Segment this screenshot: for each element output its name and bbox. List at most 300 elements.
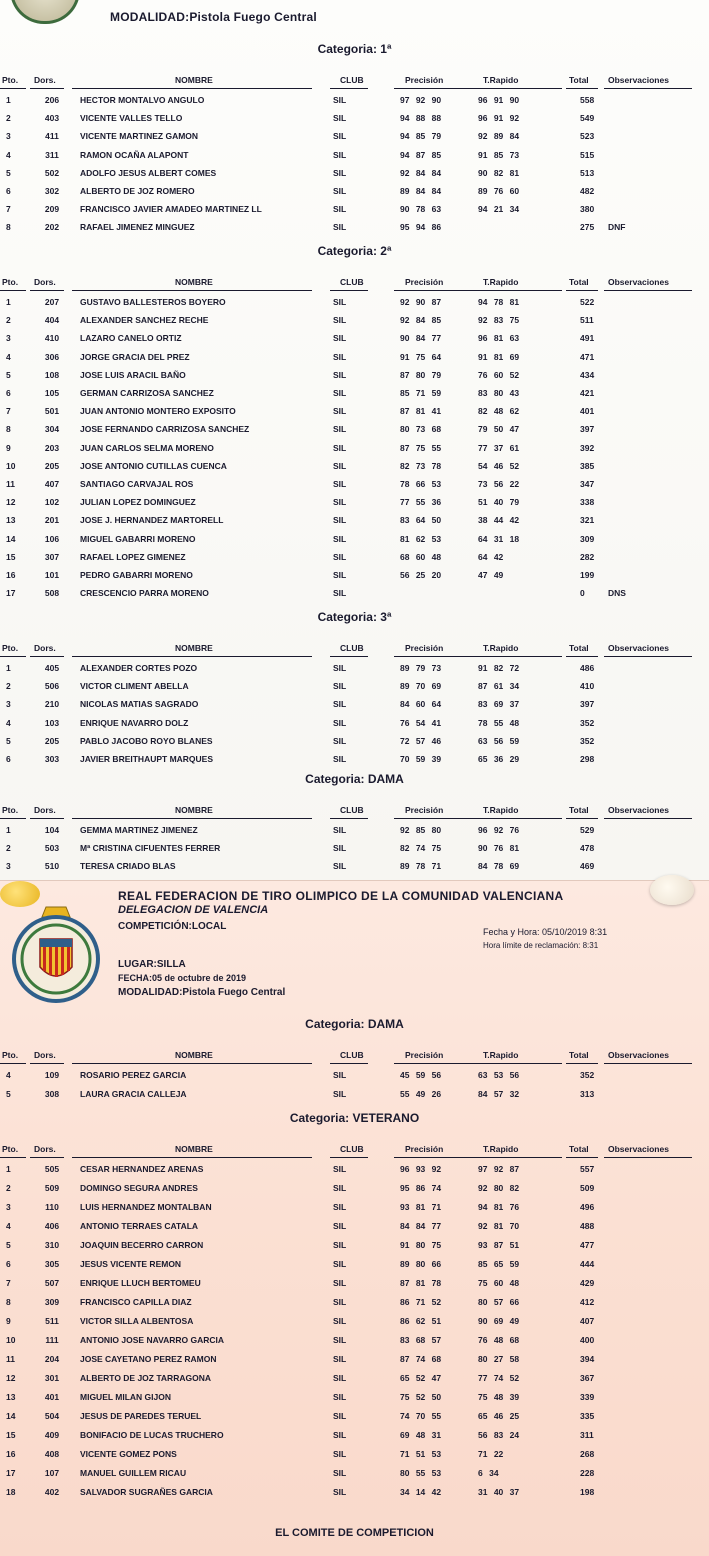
club-cell: SIL [333, 442, 347, 453]
bib-cell: 401 [44, 1392, 60, 1402]
precision-scores-cell: 56 25 20 [400, 570, 442, 580]
header-total: Total [569, 643, 589, 653]
total-cell: 401 [580, 406, 595, 417]
name-cell: JULIAN LOPEZ DOMINGUEZ [80, 497, 196, 508]
header-precision: Precisión [405, 643, 444, 653]
header-total: Total [569, 277, 589, 287]
precision-scores-cell: 91 80 75 [400, 1240, 442, 1250]
club-cell: SIL [333, 297, 347, 307]
precision-scores-cell: 75 52 50 [400, 1392, 442, 1402]
header-pto: Pto. [2, 1144, 19, 1154]
total-cell: 380 [580, 204, 595, 215]
club-cell: SIL [333, 113, 347, 124]
table-row [0, 549, 709, 567]
rapid-scores-cell: 83 69 37 [478, 699, 520, 710]
bib-cell: 410 [44, 333, 60, 344]
precision-scores-cell: 87 74 68 [400, 1354, 442, 1364]
bib-cell: 204 [44, 1354, 60, 1364]
rapid-scores-cell: 54 46 52 [478, 460, 520, 471]
bib-cell: 302 [44, 186, 60, 196]
table-row [0, 403, 709, 421]
rank-cell: 13 [6, 1392, 16, 1402]
header-rule [72, 290, 312, 291]
rank-cell: 1 [6, 825, 11, 835]
rank-cell: 5 [6, 369, 11, 380]
rank-cell: 12 [6, 1373, 16, 1383]
club-cell: SIL [333, 351, 347, 362]
header-club: CLUB [340, 1144, 364, 1154]
table-row [0, 440, 709, 458]
precision-scores-cell: 69 48 31 [400, 1430, 442, 1440]
rapid-scores-cell: 91 81 69 [478, 351, 520, 362]
name-cell: GUSTAVO BALLESTEROS BOYERO [80, 297, 226, 307]
header-precision: Precisión [405, 75, 444, 85]
name-cell: FRANCISCO CAPILLA DIAZ [80, 1297, 192, 1307]
rapid-scores-cell: 96 81 63 [478, 333, 520, 344]
name-cell: VICENTE VALLES TELLO [80, 113, 183, 124]
table-row [0, 1218, 709, 1236]
total-cell: 478 [580, 843, 595, 854]
table-row [0, 822, 709, 840]
header-rule [604, 290, 692, 291]
bib-cell: 109 [44, 1070, 60, 1080]
header-rule [0, 656, 26, 657]
date-label: FECHA:05 de octubre de 2019 [118, 973, 247, 983]
table-row [0, 1199, 709, 1217]
name-cell: RAMON OCAÑA ALAPONT [80, 149, 189, 160]
rapid-scores-cell: 78 55 48 [478, 717, 520, 728]
total-cell: 311 [580, 1430, 594, 1440]
club-cell: SIL [333, 588, 347, 599]
club-cell: SIL [333, 699, 347, 710]
rank-cell: 1 [6, 95, 11, 105]
table-row [0, 349, 709, 367]
club-cell: SIL [333, 1240, 347, 1250]
name-cell: ENRIQUE NAVARRO DOLZ [80, 717, 189, 728]
rank-cell: 3 [6, 131, 11, 142]
bib-cell: 307 [44, 551, 60, 562]
name-cell: ANTONIO JOSE NAVARRO GARCIA [80, 1335, 225, 1345]
header-observaciones: Observaciones [608, 75, 669, 85]
rapid-scores-cell: 90 82 81 [478, 167, 520, 178]
bib-cell: 205 [44, 735, 60, 746]
header-pto: Pto. [2, 277, 19, 287]
club-cell: SIL [333, 1202, 347, 1212]
club-cell: SIL [333, 1411, 347, 1421]
header-rule [330, 1157, 368, 1158]
header-club: CLUB [340, 75, 364, 85]
rank-cell: 4 [6, 351, 11, 362]
name-cell: PABLO JACOBO ROYO BLANES [80, 735, 213, 746]
header-rule [474, 818, 562, 819]
rank-cell: 4 [6, 149, 11, 160]
bib-cell: 501 [44, 406, 60, 417]
header-club: CLUB [340, 805, 364, 815]
club-cell: SIL [333, 1468, 347, 1478]
bib-cell: 405 [44, 663, 60, 673]
club-cell: SIL [333, 460, 347, 471]
rank-cell: 6 [6, 388, 11, 398]
rapid-scores-cell: 91 85 73 [478, 149, 520, 160]
total-cell: 549 [580, 113, 595, 124]
rank-cell: 14 [6, 1411, 16, 1421]
rank-cell: 11 [6, 479, 15, 489]
rapid-scores-cell: 79 50 47 [478, 424, 520, 435]
rapid-scores-cell: 75 48 39 [478, 1392, 520, 1402]
table-row [0, 1332, 709, 1350]
rapid-scores-cell: 84 78 69 [478, 861, 520, 872]
bib-cell: 209 [44, 204, 60, 215]
name-cell: NICOLAS MATIAS SAGRADO [80, 699, 199, 710]
precision-scores-cell: 84 84 77 [400, 1221, 442, 1231]
bib-cell: 504 [44, 1411, 60, 1421]
precision-scores-cell: 89 80 66 [400, 1259, 442, 1269]
header-rule [604, 818, 692, 819]
observations-cell: DNS [608, 588, 626, 599]
total-cell: 529 [580, 825, 595, 835]
committee-footer: EL COMITE DE COMPETICION [275, 1527, 434, 1539]
rapid-scores-cell: 94 78 81 [478, 297, 520, 307]
rank-cell: 17 [6, 1468, 16, 1478]
header-rule [474, 1063, 562, 1064]
bib-cell: 406 [44, 1221, 60, 1231]
header-rapido: T.Rapido [483, 805, 519, 815]
bib-cell: 201 [44, 515, 60, 526]
header-rule [566, 818, 598, 819]
table-row [0, 183, 709, 201]
bib-cell: 110 [45, 1202, 59, 1212]
bib-cell: 403 [44, 113, 60, 124]
name-cell: JOSE J. HERNANDEZ MARTORELL [80, 515, 224, 526]
rapid-scores-cell: 47 49 [478, 570, 504, 580]
rank-cell: 1 [6, 297, 11, 307]
header-rule [0, 1063, 26, 1064]
table-row [0, 458, 709, 476]
name-cell: JOSE ANTONIO CUTILLAS CUENCA [80, 460, 227, 471]
name-cell: MANUEL GUILLEM RICAU [80, 1468, 187, 1478]
table-header [0, 75, 709, 89]
club-cell: SIL [333, 533, 347, 544]
header-club: CLUB [340, 277, 364, 287]
club-cell: SIL [333, 388, 347, 398]
header-dors: Dors. [34, 1144, 56, 1154]
table-row [0, 476, 709, 494]
rank-cell: 3 [6, 699, 11, 710]
club-cell: SIL [333, 479, 347, 489]
bib-cell: 107 [44, 1468, 60, 1478]
total-cell: 397 [580, 699, 595, 710]
table-row [0, 128, 709, 146]
rapid-scores-cell: 92 81 70 [478, 1221, 520, 1231]
total-cell: 298 [580, 754, 595, 764]
club-cell: SIL [333, 1297, 347, 1307]
name-cell: ALBERTO DE JOZ ROMERO [80, 186, 195, 196]
total-cell: 338 [580, 497, 595, 508]
rank-cell: 3 [6, 861, 11, 872]
bib-cell: 507 [44, 1278, 60, 1288]
club-cell: SIL [333, 861, 347, 872]
header-rule [604, 656, 692, 657]
table-row [0, 1180, 709, 1198]
header-pto: Pto. [2, 805, 19, 815]
name-cell: ADOLFO JESUS ALBERT COMES [80, 167, 217, 178]
precision-scores-cell: 95 94 86 [400, 222, 442, 233]
rank-cell: 16 [6, 1449, 16, 1459]
bib-cell: 509 [44, 1183, 60, 1193]
rank-cell: 1 [6, 1164, 11, 1174]
name-cell: JORGE GRACIA DEL PREZ [80, 351, 190, 362]
total-cell: 339 [580, 1392, 595, 1402]
table-row [0, 1313, 709, 1331]
precision-scores-cell: 87 81 41 [400, 406, 442, 417]
bib-cell: 101 [44, 570, 60, 580]
header-rule [30, 88, 64, 89]
club-cell: SIL [333, 369, 347, 380]
table-row [0, 1446, 709, 1464]
rapid-scores-cell: 38 44 42 [478, 515, 520, 526]
total-cell: 511 [580, 315, 594, 326]
rapid-scores-cell: 63 53 56 [478, 1070, 520, 1080]
header-rule [30, 818, 64, 819]
header-observaciones: Observaciones [608, 1144, 669, 1154]
rank-cell: 11 [6, 1354, 15, 1364]
header-total: Total [569, 805, 589, 815]
club-cell: SIL [333, 204, 347, 215]
bib-cell: 105 [44, 388, 60, 398]
rank-cell: 2 [6, 1183, 11, 1193]
precision-scores-cell: 83 68 57 [400, 1335, 442, 1345]
name-cell: FRANCISCO JAVIER AMADEO MARTINEZ LL [80, 204, 262, 215]
precision-scores-cell: 81 62 53 [400, 533, 442, 544]
rapid-scores-cell: 65 36 29 [478, 754, 520, 764]
rank-cell: 17 [6, 588, 16, 599]
precision-scores-cell: 90 78 63 [400, 204, 442, 215]
rank-cell: 8 [6, 424, 11, 435]
category-title: Categoria: DAMA [305, 772, 404, 786]
header-rule [30, 1063, 64, 1064]
total-cell: 477 [580, 1240, 595, 1250]
header-rule [72, 88, 312, 89]
name-cell: JESUS DE PAREDES TERUEL [80, 1411, 202, 1421]
rank-cell: 2 [6, 681, 11, 692]
header-rule [330, 818, 368, 819]
total-cell: 488 [580, 1221, 595, 1231]
rank-cell: 5 [6, 167, 11, 178]
rank-cell: 3 [6, 1202, 11, 1212]
rapid-scores-cell: 82 48 62 [478, 406, 520, 417]
table-row [0, 660, 709, 678]
precision-scores-cell: 68 60 48 [400, 551, 442, 562]
header-observaciones: Observaciones [608, 277, 669, 287]
total-cell: 509 [580, 1183, 595, 1193]
rank-cell: 4 [6, 717, 11, 728]
rapid-scores-cell: 75 60 48 [478, 1278, 520, 1288]
table-row [0, 696, 709, 714]
precision-scores-cell: 92 84 84 [400, 167, 442, 178]
club-cell: SIL [333, 186, 347, 196]
table-row [0, 330, 709, 348]
club-cell: SIL [333, 1392, 347, 1402]
club-cell: SIL [333, 1278, 347, 1288]
club-cell: SIL [333, 717, 347, 728]
table-row [0, 1161, 709, 1179]
total-cell: 429 [580, 1278, 595, 1288]
federation-title: REAL FEDERACION DE TIRO OLIMPICO DE LA COMUNIDAD VALENCIANA [118, 889, 564, 903]
table-row [0, 110, 709, 128]
precision-scores-cell: 80 55 53 [400, 1468, 442, 1478]
total-cell: 321 [580, 515, 595, 526]
table-row [0, 1389, 709, 1407]
header-rule [0, 818, 26, 819]
rank-cell: 10 [6, 1335, 16, 1345]
header-rule [394, 818, 474, 819]
rank-cell: 10 [6, 460, 16, 471]
bib-cell: 503 [44, 843, 60, 854]
header-rule [0, 290, 26, 291]
precision-scores-cell: 83 64 50 [400, 515, 442, 526]
bib-cell: 505 [44, 1164, 60, 1174]
club-cell: SIL [333, 1335, 347, 1345]
name-cell: MIGUEL GABARRI MORENO [80, 533, 196, 544]
total-cell: 313 [580, 1089, 595, 1099]
total-cell: 282 [580, 551, 595, 562]
table-row [0, 1465, 709, 1483]
bib-cell: 510 [44, 861, 60, 872]
precision-scores-cell: 92 90 87 [400, 297, 442, 307]
precision-scores-cell: 87 75 55 [400, 442, 442, 453]
club-cell: SIL [333, 167, 347, 178]
header-nombre: NOMBRE [175, 1144, 213, 1154]
header-total: Total [569, 1144, 589, 1154]
rank-cell: 6 [6, 1259, 11, 1269]
rank-cell: 2 [6, 843, 11, 854]
location-label: LUGAR:SILLA [118, 959, 186, 970]
table-row [0, 1275, 709, 1293]
total-cell: 309 [580, 533, 595, 544]
claim-deadline-label: Hora límite de reclamación: 8:31 [483, 941, 599, 950]
name-cell: GEMMA MARTINEZ JIMENEZ [80, 825, 198, 835]
precision-scores-cell: 89 70 69 [400, 681, 442, 692]
name-cell: RAFAEL JIMENEZ MINGUEZ [80, 222, 195, 233]
club-cell: SIL [333, 663, 347, 673]
table-row [0, 531, 709, 549]
rapid-scores-cell: 96 92 76 [478, 825, 520, 835]
name-cell: JESUS VICENTE REMON [80, 1259, 182, 1269]
header-club: CLUB [340, 1050, 364, 1060]
precision-scores-cell: 92 84 85 [400, 315, 442, 326]
total-cell: 352 [580, 717, 595, 728]
category-title: Categoria: 2ª [317, 244, 392, 258]
rapid-scores-cell: 94 21 34 [478, 204, 520, 215]
header-rule [0, 88, 26, 89]
header-precision: Precisión [405, 277, 444, 287]
rapid-scores-cell: 83 80 43 [478, 388, 520, 398]
header-rule [330, 1063, 368, 1064]
club-cell: SIL [333, 424, 347, 435]
total-cell: 268 [580, 1449, 595, 1459]
bib-cell: 311 [45, 149, 59, 160]
rank-cell: 6 [6, 754, 11, 764]
total-cell: 486 [580, 663, 595, 673]
rapid-scores-cell: 64 42 [478, 551, 504, 562]
bib-cell: 206 [44, 95, 60, 105]
club-cell: SIL [333, 406, 347, 417]
total-cell: 352 [580, 1070, 595, 1080]
club-cell: SIL [333, 825, 347, 835]
table-row [0, 494, 709, 512]
header-dors: Dors. [34, 805, 56, 815]
bib-cell: 409 [44, 1430, 60, 1440]
rapid-scores-cell: 89 76 60 [478, 186, 520, 196]
bib-cell: 103 [44, 717, 60, 728]
total-cell: 367 [580, 1373, 595, 1383]
competition-type: COMPETICIÓN:LOCAL [118, 921, 227, 932]
total-cell: 434 [580, 369, 595, 380]
federation-crest-icon [10, 903, 102, 1003]
total-cell: 352 [580, 735, 595, 746]
rank-cell: 4 [6, 1221, 11, 1231]
name-cell: JOSE CAYETANO PEREZ RAMON [80, 1354, 217, 1364]
bib-cell: 502 [44, 167, 60, 178]
header-dors: Dors. [34, 1050, 56, 1060]
header-observaciones: Observaciones [608, 805, 669, 815]
bib-cell: 411 [45, 131, 59, 142]
header-rule [394, 1063, 474, 1064]
name-cell: VICTOR SILLA ALBENTOSA [80, 1316, 194, 1326]
total-cell: 421 [580, 388, 595, 398]
precision-scores-cell: 84 60 64 [400, 699, 442, 710]
header-rule [330, 290, 368, 291]
table-row [0, 751, 709, 769]
category-title: Categoria: DAMA [305, 1017, 404, 1031]
total-cell: 558 [580, 95, 595, 105]
total-cell: 522 [580, 297, 595, 307]
header-dors: Dors. [34, 643, 56, 653]
rapid-scores-cell: 92 89 84 [478, 131, 520, 142]
total-cell: 392 [580, 442, 595, 453]
header-nombre: NOMBRE [175, 1050, 213, 1060]
header-rule [566, 290, 598, 291]
name-cell: SALVADOR SUGRAÑES GARCIA [80, 1487, 213, 1497]
rank-cell: 7 [6, 1278, 11, 1288]
total-cell: 513 [580, 167, 595, 178]
rank-cell: 18 [6, 1487, 16, 1497]
precision-scores-cell: 65 52 47 [400, 1373, 442, 1383]
table-row [0, 733, 709, 751]
precision-scores-cell: 70 59 39 [400, 754, 442, 764]
table-header [0, 277, 709, 291]
header-rule [330, 656, 368, 657]
bib-cell: 407 [44, 479, 60, 489]
rank-cell: 13 [6, 515, 16, 526]
name-cell: HECTOR MONTALVO ANGULO [80, 95, 205, 105]
rapid-scores-cell: 76 60 52 [478, 369, 520, 380]
rank-cell: 5 [6, 1240, 11, 1250]
rank-cell: 7 [6, 204, 11, 215]
table-row [0, 1427, 709, 1445]
table-row [0, 1086, 709, 1104]
club-cell: SIL [333, 149, 347, 160]
precision-scores-cell: 71 51 53 [400, 1449, 442, 1459]
table-row [0, 1408, 709, 1426]
precision-scores-cell: 80 73 68 [400, 424, 442, 435]
modalidad-label: MODALIDAD:Pistola Fuego Central [118, 987, 286, 998]
total-cell: 275 [580, 222, 595, 233]
total-cell: 385 [580, 460, 595, 471]
name-cell: Mª CRISTINA CIFUENTES FERRER [80, 843, 221, 854]
rank-cell: 2 [6, 315, 11, 326]
precision-scores-cell: 85 71 59 [400, 388, 442, 398]
